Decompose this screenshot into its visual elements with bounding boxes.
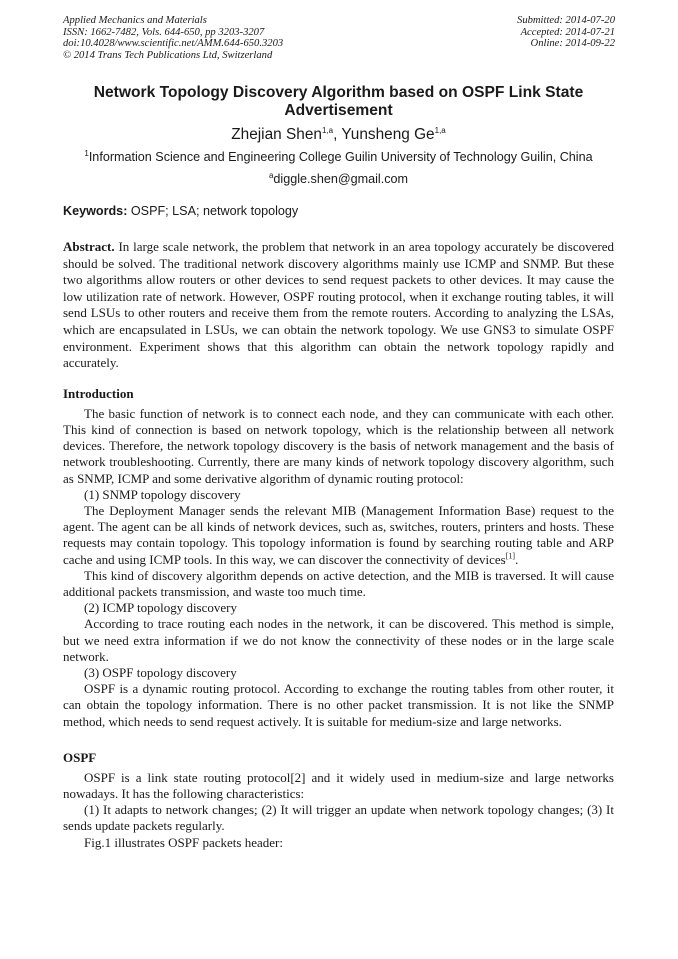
introduction-heading: Introduction — [63, 385, 134, 401]
accepted-date: Accepted: 2014-07-21 — [520, 26, 615, 38]
ospf-paragraph-1: OSPF is a link state routing protocol[2] and it widely used in medium-size and large networks nowadays. It has the following characteristics: — [63, 769, 614, 802]
journal-name: Applied Mechanics and Materials — [63, 15, 207, 26]
copyright: © 2014 Trans Tech Publications Ltd, Switzerland — [63, 49, 273, 61]
ospf-body — [63, 770, 614, 851]
citation-1: [1] — [505, 551, 516, 561]
author-1-sup: 1,a — [321, 125, 334, 135]
author-1: Zhejian Shen — [231, 126, 322, 143]
author-2: Yunsheng Ge — [341, 126, 435, 143]
email-sup: a — [268, 170, 274, 180]
email — [63, 172, 614, 187]
keywords-label: Keywords: — [63, 204, 128, 218]
intro-paragraph: The basic function of network is to connect each node, and they can communicate with each other. This kind of connection is based on network topology, which is the relationship between all network devices. Therefore, the network topology discovery is the basis of network management and the basis of network troubleshooting. Currently, there are many kinds of network topology discovery algorithm, such as SNMP, ICMP and some derivative algorithm of dynamic routing protocol: — [63, 405, 614, 486]
authors — [63, 126, 614, 144]
intro-item-1: (1) SNMP topology discovery — [84, 486, 241, 502]
journal-info — [63, 15, 283, 61]
intro-paragraph-ospf: OSPF is a dynamic routing protocol. According to exchange the routing tables from other router, it can obtain the topology information. There is no other packet transmission. It is not like the SNMP method, which needs to send request actively. It is suitable for medium-size and large networks. — [63, 681, 614, 729]
affiliation-sup: 1 — [84, 148, 89, 158]
submitted-date: Submitted: 2014-07-20 — [517, 15, 615, 26]
online-date: Online: 2014-09-22 — [530, 38, 615, 50]
snmp-text: The Deployment Manager sends the relevant MIB (Management Information Base) request to the agent. The agent can be all kinds of network devices, such as, switches, routers, printers and hosts. These requests may contain topology. This topology information is found by searching routing table and ARP cache and using ICMP tools. In this way, we can discover the connectivity of devices — [63, 502, 614, 567]
dates-info — [517, 15, 615, 50]
snmp-text-end: . — [515, 551, 519, 567]
author-separator: , — [333, 126, 342, 143]
intro-paragraph-snmp — [63, 503, 614, 568]
ospf-paragraph-3: Fig.1 illustrates OSPF packets header: — [84, 834, 283, 850]
abstract-text: In large scale network, the problem that network in an area topology accurately be discovered should be solved. The traditional network discovery algorithms mainly use ICMP and SNMP. But these two algorithms allow routers or other devices to send request packets to other devices. It may cause the low utilization rate of network. However, OSPF routing protocol, when it exchange routing tables, it will send LSUs to other routers and receive them from the remote routers. According to analyzing the LSAs, which are encapsulated in LSUs, we can obtain the network topology. We use GNS3 to simulate OSPF environment. Experiment shows that this algorithm can obtain the network topology rapidly and accurately. — [63, 239, 614, 371]
paper-content — [63, 84, 614, 851]
abstract — [63, 239, 614, 372]
affiliation — [63, 150, 614, 165]
ospf-paragraph-2: (1) It adapts to network changes; (2) It will trigger an update when network topology changes; (3) It sends update packets regularly. — [63, 802, 614, 834]
intro-item-2: (2) ICMP topology discovery — [84, 600, 237, 616]
author-2-sup: 1,a — [434, 125, 446, 135]
intro-paragraph-icmp: According to trace routing each nodes in the network, it can be discovered. This method is simple, but we need extra information if we do not know the connectivity of these nodes or in the large scale network. — [63, 616, 614, 664]
issn: ISSN: 1662-7482, Vols. 644-650, pp 3203-3207 — [63, 26, 265, 38]
paper-title: Network Topology Discovery Algorithm based on OSPF Link State Advertisement — [93, 84, 584, 119]
abstract-label: Abstract. — [63, 239, 115, 254]
affiliation-text: Information Science and Engineering College Guilin University of Technology Guilin, China — [88, 150, 593, 164]
ospf-heading: OSPF — [63, 749, 97, 765]
doi: doi:10.4028/www.scientific.net/AMM.644-650.3203 — [63, 38, 284, 50]
intro-paragraph-mib: This kind of discovery algorithm depends on active detection, and the MIB is traversed. It will cause additional packets transmission, and waste too much time. — [63, 567, 614, 599]
keywords — [63, 204, 614, 219]
email-text: diggle.shen@gmail.com — [273, 172, 409, 186]
intro-item-3: (3) OSPF topology discovery — [84, 665, 237, 680]
keywords-text: OSPF; LSA; network topology — [127, 204, 299, 218]
introduction-body — [63, 406, 614, 730]
